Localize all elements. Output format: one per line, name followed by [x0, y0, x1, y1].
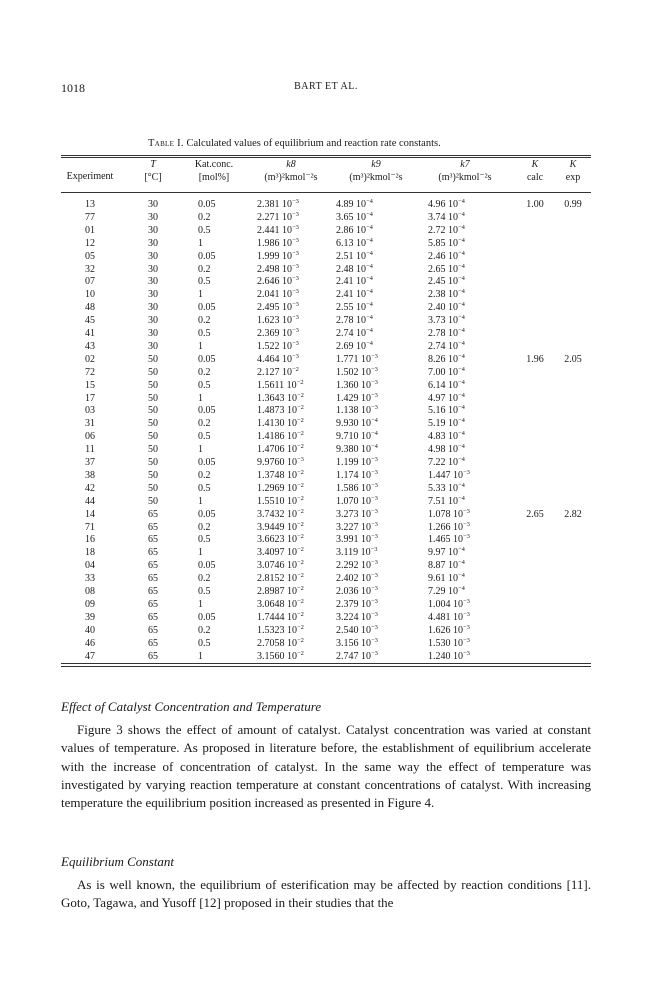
table-row	[0, 238, 648, 251]
col-header-catalyst-conc: Kat.conc. [mol%]	[194, 159, 234, 183]
cell-k9: 2.78 $10^{-4}$	[336, 314, 373, 327]
cell-catalyst-conc: 0.05	[198, 250, 216, 262]
cell-experiment: 47	[85, 650, 95, 662]
cell-k9: 2.74 $10^{-4}$	[336, 327, 373, 339]
cell-k-calc: 2.65	[526, 508, 544, 520]
table-row	[0, 586, 648, 599]
cell-temperature: 30	[148, 315, 158, 327]
table-row	[0, 380, 648, 393]
cell-k7: 7.00 $10^{-4}$	[428, 365, 465, 378]
table-row	[0, 496, 648, 509]
cell-k9: 2.48 $10^{-4}$	[336, 262, 373, 275]
cell-catalyst-conc: 0.2	[198, 624, 211, 636]
cell-k9: 3.227 $10^{-3}$	[336, 520, 378, 533]
cell-k7: 7.51 $10^{-4}$	[428, 494, 465, 507]
cell-k8: 1.986 $10^{-3}$	[257, 236, 299, 249]
cell-k7: 8.87 $10^{-4}$	[428, 559, 465, 572]
table-row	[0, 341, 648, 354]
cell-temperature: 65	[148, 637, 158, 649]
cell-k8: 3.1560 $10^{-2}$	[257, 649, 304, 662]
cell-experiment: 08	[85, 586, 95, 597]
cell-catalyst-conc: 1	[198, 650, 203, 662]
cell-k9: 3.273 $10^{-3}$	[336, 507, 378, 520]
cell-temperature: 30	[148, 237, 158, 249]
cell-k9: 1.586 $10^{-3}$	[336, 481, 378, 494]
cell-k9: 6.13 $10^{-4}$	[336, 236, 373, 249]
cell-k9: 1.199 $10^{-3}$	[336, 456, 378, 468]
cell-experiment: 42	[85, 482, 95, 494]
cell-catalyst-conc: 0.2	[198, 418, 211, 430]
cell-k8: 1.4130 $10^{-2}$	[257, 417, 304, 430]
cell-k8: 3.4097 $10^{-2}$	[257, 546, 304, 559]
cell-catalyst-conc: 0.05	[198, 508, 216, 520]
table-row	[0, 302, 648, 315]
page-header	[61, 81, 591, 97]
cell-k9: 1.138 $10^{-3}$	[336, 404, 378, 417]
cell-k7: 2.38 $10^{-4}$	[428, 288, 465, 301]
cell-catalyst-conc: 0.2	[198, 211, 211, 223]
cell-k7: 5.33 $10^{-4}$	[428, 481, 465, 494]
cell-experiment: 02	[85, 353, 95, 365]
table-row	[0, 251, 648, 264]
cell-catalyst-conc: 0.2	[198, 315, 211, 327]
cell-k7: 3.74 $10^{-4}$	[428, 210, 465, 223]
cell-k9: 3.65 $10^{-4}$	[336, 210, 373, 223]
cell-temperature: 65	[148, 534, 158, 546]
cell-catalyst-conc: 1	[198, 495, 203, 507]
cell-k7: 9.61 $10^{-4}$	[428, 572, 465, 585]
cell-experiment: 15	[85, 379, 95, 391]
cell-k-exp: 0.99	[564, 199, 582, 210]
col-header-k-calc: K calc	[526, 159, 544, 183]
cell-k9: 2.747 $10^{-3}$	[336, 649, 378, 662]
cell-k8: 3.9449 $10^{-2}$	[257, 520, 304, 533]
cell-k9: 3.224 $10^{-3}$	[336, 610, 378, 623]
cell-experiment: 43	[85, 340, 95, 352]
cell-k9: 2.402 $10^{-3}$	[336, 572, 378, 585]
cell-k9: 2.292 $10^{-3}$	[336, 559, 378, 572]
cell-catalyst-conc: 0.05	[198, 457, 216, 468]
table-row	[0, 276, 648, 289]
table-caption-label: Table I.	[148, 138, 184, 149]
cell-k8: 2.8152 $10^{-2}$	[257, 572, 304, 585]
cell-k8: 2.127 $10^{-2}$	[257, 365, 299, 378]
cell-k7: 1.266 $10^{-3}$	[428, 520, 470, 533]
cell-temperature: 65	[148, 598, 158, 610]
table-row	[0, 573, 648, 586]
cell-temperature: 50	[148, 457, 158, 468]
cell-k7: 5.16 $10^{-4}$	[428, 404, 465, 417]
cell-k7: 1.240 $10^{-3}$	[428, 649, 470, 662]
cell-experiment: 17	[85, 392, 95, 404]
cell-k9: 2.41 $10^{-4}$	[336, 288, 373, 301]
col-header-k7: k7 (m³)²kmol⁻²s	[438, 159, 492, 183]
cell-k7: 1.078 $10^{-3}$	[428, 507, 470, 520]
cell-k9: 4.89 $10^{-4}$	[336, 198, 373, 210]
cell-experiment: 10	[85, 289, 95, 301]
table-row	[0, 547, 648, 560]
cell-experiment: 16	[85, 534, 95, 546]
cell-experiment: 44	[85, 495, 95, 507]
cell-k9: 9.710 $10^{-4}$	[336, 430, 378, 443]
cell-k8: 1.3643 $10^{-2}$	[257, 391, 304, 404]
cell-catalyst-conc: 0.5	[198, 637, 211, 649]
cell-k8: 1.522 $10^{-3}$	[257, 339, 299, 352]
cell-k-calc: 1.96	[526, 353, 544, 365]
cell-experiment: 18	[85, 547, 95, 559]
paragraph-catalyst: Figure 3 shows the effect of amount of catalyst. Catalyst concentration was varied at constant values of temperature. As proposed in literature before, the establishment of equilibrium accelerate with the increase of concentration of catalyst. In the same way the effect of temperature was investigated by varying reaction temperature at constant concentrations of catalyst. With increasing temperature the equilibrium position increased as presented in Figure 4.	[61, 722, 591, 811]
cell-catalyst-conc: 0.05	[198, 611, 216, 623]
cell-temperature: 65	[148, 547, 158, 559]
cell-catalyst-conc: 0.5	[198, 431, 211, 443]
cell-k9: 1.429 $10^{-3}$	[336, 391, 378, 404]
cell-catalyst-conc: 1	[198, 598, 203, 610]
cell-k9: 1.360 $10^{-3}$	[336, 378, 378, 391]
paragraph-equilibrium: As is well known, the equilibrium of esterification may be affected by reaction conditions [11]. Goto, Tagawa, and Yusoff [12] proposed in their studies that the	[61, 877, 591, 911]
running-head: BART ET AL.	[294, 81, 358, 92]
cell-k7: 2.46 $10^{-4}$	[428, 249, 465, 262]
cell-k9: 2.86 $10^{-4}$	[336, 223, 373, 236]
cell-experiment: 12	[85, 237, 95, 249]
cell-k9: 2.41 $10^{-4}$	[336, 275, 373, 288]
cell-catalyst-conc: 0.2	[198, 521, 211, 533]
table-row	[0, 470, 648, 483]
cell-k8: 2.441 $10^{-3}$	[257, 223, 299, 236]
cell-catalyst-conc: 1	[198, 237, 203, 249]
cell-catalyst-conc: 0.5	[198, 379, 211, 391]
cell-k7: 4.83 $10^{-4}$	[428, 430, 465, 443]
cell-k8: 1.4186 $10^{-2}$	[257, 430, 304, 443]
cell-k9: 3.119 $10^{-3}$	[336, 546, 378, 559]
table-row	[0, 315, 648, 328]
cell-temperature: 30	[148, 302, 158, 314]
table-caption-text: Calculated values of equilibrium and reaction rate constants.	[186, 138, 441, 149]
cell-k7: 8.26 $10^{-4}$	[428, 352, 465, 365]
cell-temperature: 65	[148, 573, 158, 585]
cell-catalyst-conc: 0.05	[198, 199, 216, 210]
cell-temperature: 65	[148, 508, 158, 520]
table-row	[0, 212, 648, 225]
table-row	[0, 638, 648, 651]
cell-k8: 3.7432 $10^{-2}$	[257, 507, 304, 520]
cell-k8: 2.498 $10^{-3}$	[257, 262, 299, 275]
cell-k9: 1.174 $10^{-3}$	[336, 468, 378, 481]
cell-k7: 1.004 $10^{-3}$	[428, 597, 470, 610]
cell-experiment: 32	[85, 263, 95, 275]
table-row	[0, 393, 648, 406]
table-row	[0, 264, 648, 277]
table-row	[0, 289, 648, 302]
cell-experiment: 33	[85, 573, 95, 585]
table-row	[0, 225, 648, 238]
cell-experiment: 31	[85, 418, 95, 430]
cell-temperature: 65	[148, 560, 158, 572]
cell-experiment: 11	[85, 444, 95, 456]
cell-k7: 1.626 $10^{-3}$	[428, 623, 470, 636]
cell-k7: 2.45 $10^{-4}$	[428, 275, 465, 288]
cell-temperature: 65	[148, 586, 158, 597]
cell-experiment: 03	[85, 405, 95, 417]
cell-k8: 2.381 $10^{-3}$	[257, 198, 299, 210]
table-row	[0, 367, 648, 380]
cell-k9: 9.930 $10^{-4}$	[336, 417, 378, 430]
cell-catalyst-conc: 0.5	[198, 276, 211, 288]
table-row	[0, 431, 648, 444]
cell-temperature: 30	[148, 263, 158, 275]
col-header-k9: k9 (m³)²kmol⁻²s	[349, 159, 403, 183]
cell-k7: 4.97 $10^{-4}$	[428, 391, 465, 404]
table-row	[0, 444, 648, 457]
cell-temperature: 30	[148, 224, 158, 236]
cell-temperature: 65	[148, 624, 158, 636]
cell-temperature: 50	[148, 495, 158, 507]
cell-k8: 2.041 $10^{-3}$	[257, 288, 299, 301]
cell-k8: 2.646 $10^{-3}$	[257, 275, 299, 288]
cell-k7: 4.98 $10^{-4}$	[428, 443, 465, 456]
cell-k9: 2.51 $10^{-4}$	[336, 249, 373, 262]
cell-catalyst-conc: 0.2	[198, 263, 211, 275]
cell-k7: 3.73 $10^{-4}$	[428, 314, 465, 327]
table-row	[0, 354, 648, 367]
cell-experiment: 41	[85, 328, 95, 339]
cell-temperature: 50	[148, 379, 158, 391]
cell-k8: 4.464 $10^{-3}$	[257, 352, 299, 365]
cell-experiment: 72	[85, 366, 95, 378]
cell-k7: 4.96 $10^{-4}$	[428, 198, 465, 210]
cell-experiment: 71	[85, 521, 95, 533]
cell-temperature: 50	[148, 482, 158, 494]
cell-experiment: 07	[85, 276, 95, 288]
cell-k7: 2.72 $10^{-4}$	[428, 223, 465, 236]
cell-temperature: 30	[148, 199, 158, 210]
cell-catalyst-conc: 0.5	[198, 534, 211, 546]
cell-k7: 1.530 $10^{-3}$	[428, 636, 470, 649]
cell-experiment: 39	[85, 611, 95, 623]
table-bottom-rule	[61, 663, 591, 664]
table-row	[0, 405, 648, 418]
cell-catalyst-conc: 0.5	[198, 482, 211, 494]
cell-temperature: 30	[148, 289, 158, 301]
cell-experiment: 06	[85, 431, 95, 443]
cell-temperature: 30	[148, 340, 158, 352]
cell-temperature: 50	[148, 444, 158, 456]
cell-experiment: 46	[85, 637, 95, 649]
cell-k8: 2.369 $10^{-3}$	[257, 327, 299, 339]
cell-k7: 7.22 $10^{-4}$	[428, 456, 465, 468]
cell-catalyst-conc: 0.5	[198, 586, 211, 597]
cell-experiment: 09	[85, 598, 95, 610]
cell-k7: 5.85 $10^{-4}$	[428, 236, 465, 249]
cell-k7: 9.97 $10^{-4}$	[428, 546, 465, 559]
table-row	[0, 625, 648, 638]
cell-temperature: 65	[148, 521, 158, 533]
cell-catalyst-conc: 0.2	[198, 573, 211, 585]
cell-catalyst-conc: 0.2	[198, 366, 211, 378]
cell-k7: 6.14 $10^{-4}$	[428, 378, 465, 391]
cell-k8: 3.0648 $10^{-2}$	[257, 597, 304, 610]
table-row	[0, 599, 648, 612]
cell-k9: 1.070 $10^{-3}$	[336, 494, 378, 507]
cell-k8: 1.999 $10^{-3}$	[257, 249, 299, 262]
cell-k8: 1.4706 $10^{-2}$	[257, 443, 304, 456]
cell-catalyst-conc: 0.05	[198, 405, 216, 417]
cell-k-exp: 2.82	[564, 508, 582, 520]
table-row	[0, 651, 648, 664]
cell-temperature: 30	[148, 211, 158, 223]
cell-k7: 2.74 $10^{-4}$	[428, 339, 465, 352]
cell-k7: 2.65 $10^{-4}$	[428, 262, 465, 275]
section-heading-equilibrium: Equilibrium Constant	[61, 854, 175, 869]
col-header-experiment: Experiment	[66, 171, 114, 182]
cell-k8: 1.5323 $10^{-2}$	[257, 623, 304, 636]
col-header-k-exp: K exp	[565, 159, 581, 183]
cell-catalyst-conc: 0.5	[198, 224, 211, 236]
cell-k7: 5.19 $10^{-4}$	[428, 417, 465, 430]
cell-k8: 1.4873 $10^{-2}$	[257, 404, 304, 417]
table-row	[0, 483, 648, 496]
cell-k8: 1.2969 $10^{-2}$	[257, 481, 304, 494]
cell-temperature: 30	[148, 250, 158, 262]
cell-experiment: 13	[85, 199, 95, 210]
table-row	[0, 509, 648, 522]
table-row	[0, 534, 648, 547]
table-row	[0, 418, 648, 431]
cell-temperature: 50	[148, 405, 158, 417]
cell-k7: 4.481 $10^{-3}$	[428, 610, 470, 623]
cell-k9: 3.156 $10^{-3}$	[336, 636, 378, 649]
cell-catalyst-conc: 0.05	[198, 353, 216, 365]
cell-k8: 2.271 $10^{-3}$	[257, 210, 299, 223]
cell-catalyst-conc: 1	[198, 289, 203, 301]
cell-k8: 2.495 $10^{-3}$	[257, 301, 299, 314]
table-bottom-rule-double	[61, 666, 591, 667]
cell-k8: 3.0746 $10^{-2}$	[257, 559, 304, 572]
cell-experiment: 05	[85, 250, 95, 262]
cell-experiment: 77	[85, 211, 95, 223]
cell-k8: 1.3748 $10^{-2}$	[257, 468, 304, 481]
cell-temperature: 65	[148, 650, 158, 662]
cell-experiment: 14	[85, 508, 95, 520]
cell-temperature: 50	[148, 392, 158, 404]
cell-catalyst-conc: 0.5	[198, 328, 211, 339]
table-row	[0, 328, 648, 341]
cell-experiment: 01	[85, 224, 95, 236]
page-number: 1018	[61, 81, 85, 95]
table-caption	[148, 138, 441, 149]
cell-k-calc: 1.00	[526, 199, 544, 210]
table-row	[0, 612, 648, 625]
cell-experiment: 45	[85, 315, 95, 327]
cell-k8: 1.7444 $10^{-2}$	[257, 610, 304, 623]
cell-k7: 2.78 $10^{-4}$	[428, 327, 465, 339]
table-top-rule	[61, 155, 591, 156]
cell-k8: 2.7058 $10^{-2}$	[257, 636, 304, 649]
col-header-temperature: T [°C]	[144, 159, 162, 183]
cell-experiment: 04	[85, 560, 95, 572]
cell-catalyst-conc: 1	[198, 340, 203, 352]
table-row	[0, 560, 648, 573]
cell-catalyst-conc: 1	[198, 547, 203, 559]
table-row	[0, 522, 648, 535]
table-row	[0, 199, 648, 212]
cell-temperature: 50	[148, 353, 158, 365]
cell-temperature: 30	[148, 276, 158, 288]
cell-k-exp: 2.05	[564, 353, 582, 365]
cell-k9: 2.036 $10^{-3}$	[336, 585, 378, 597]
cell-experiment: 40	[85, 624, 95, 636]
cell-k9: 1.771 $10^{-3}$	[336, 352, 378, 365]
col-header-k8: k8 (m³)²kmol⁻²s	[264, 159, 318, 183]
cell-k7: 1.447 $10^{-3}$	[428, 468, 470, 481]
cell-catalyst-conc: 0.05	[198, 302, 216, 314]
cell-k9: 3.991 $10^{-3}$	[336, 533, 378, 546]
cell-k9: 2.55 $10^{-4}$	[336, 301, 373, 314]
cell-k7: 2.40 $10^{-4}$	[428, 301, 465, 314]
cell-temperature: 50	[148, 418, 158, 430]
cell-k8: 2.8987 $10^{-2}$	[257, 585, 304, 597]
cell-catalyst-conc: 0.05	[198, 560, 216, 572]
cell-temperature: 65	[148, 611, 158, 623]
cell-experiment: 37	[85, 457, 95, 468]
cell-k9: 2.379 $10^{-3}$	[336, 597, 378, 610]
cell-k8: 1.5510 $10^{-2}$	[257, 494, 304, 507]
cell-catalyst-conc: 0.2	[198, 469, 211, 481]
cell-experiment: 48	[85, 302, 95, 314]
cell-k9: 1.502 $10^{-3}$	[336, 365, 378, 378]
cell-k9: 2.540 $10^{-3}$	[336, 623, 378, 636]
cell-catalyst-conc: 1	[198, 444, 203, 456]
cell-temperature: 50	[148, 431, 158, 443]
cell-k8: 1.5611 $10^{-2}$	[257, 378, 304, 391]
cell-temperature: 50	[148, 469, 158, 481]
cell-k8: 9.9760 $10^{-3}$	[257, 456, 304, 468]
table-row	[0, 457, 648, 470]
cell-k9: 2.69 $10^{-4}$	[336, 339, 373, 352]
cell-k7: 7.29 $10^{-4}$	[428, 585, 465, 597]
cell-temperature: 50	[148, 366, 158, 378]
cell-temperature: 30	[148, 328, 158, 339]
cell-k8: 3.6623 $10^{-2}$	[257, 533, 304, 546]
cell-k7: 1.465 $10^{-3}$	[428, 533, 470, 546]
cell-experiment: 38	[85, 469, 95, 481]
cell-k8: 1.623 $10^{-3}$	[257, 314, 299, 327]
cell-k9: 9.380 $10^{-4}$	[336, 443, 378, 456]
cell-catalyst-conc: 1	[198, 392, 203, 404]
table-header-rule	[61, 192, 591, 193]
section-heading-catalyst: Effect of Catalyst Concentration and Temperature	[61, 699, 322, 714]
